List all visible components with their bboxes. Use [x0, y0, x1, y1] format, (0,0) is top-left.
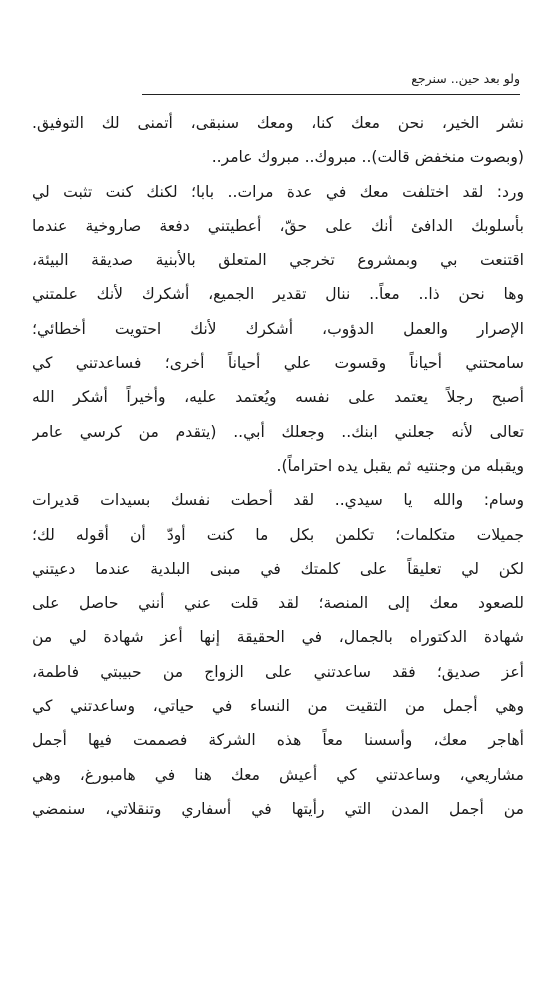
text-line: مشاريعي، وساعدتني كي أعيش معك هنا في هامبورغ، وهي	[32, 765, 524, 784]
text-line: من أجمل المدن التي رأيتها في أسفاري وتنقلاتي، سنمضي	[32, 799, 524, 818]
text-line: شهادة الدكتوراه بالجمال، في الحقيقة إنها أعز شهادة لي من	[32, 628, 524, 647]
text-line: سامحتني أحياناً وقسوت علي أحياناً أخرى؛ فساعدتني كي	[32, 354, 524, 373]
text-line: جميلات متكلمات؛ تكلمن بكل ما كنت أودّ أن أقوله لك؛	[32, 525, 524, 544]
text-line: لكن لي تعليقاً على كلمتك في مبنى البلدية عندما دعيتني	[32, 559, 524, 578]
text-line: اقتنعت بي وبمشروع تخرجي المتعلق بالأبنية صديقة البيئة،	[32, 251, 524, 270]
text-line: للصعود معك إلى المنصة؛ لقد قلت عني أنني حاصل على	[32, 594, 524, 613]
text-line: نشر الخير، نحن معك كنا، ومعك سنبقى، أتمنى لك التوفيق.	[32, 114, 524, 132]
text-line: وهي أجمل من التقيت من النساء في حياتي، وساعدتني كي	[32, 697, 524, 716]
text-line: ورد: لقد اختلفت معك في عدة مرات.. بابا؛ لكنك كنت تثبت لي	[32, 182, 524, 201]
text-line: تعالى لأنه جعلني ابنك.. وجعلك أبي.. (يتقدم من كرسي عامر	[32, 422, 524, 441]
text-line: بأسلوبك الدافئ أنك على حقّ، أعطيتني دفعة صاروخية عندما	[32, 216, 524, 235]
header-rule	[142, 94, 520, 95]
text-line: أهاجر معك، وأسسنا معاً هذه الشركة فصممت فيها أجمل	[32, 731, 524, 750]
text-line: ويقبله من وجنتيه ثم يقبل يده احتراماً).	[276, 456, 524, 475]
text-line: وسام: والله يا سيدي.. لقد أحطت نفسك بسيدات قديرات	[32, 491, 524, 510]
text-line: الإصرار والعمل الدؤوب، أشكرك لأنك احتويت أخطائي؛	[32, 319, 524, 338]
text-line: (وبصوت منخفض قالت).. مبروك.. مبروك عامر..	[211, 148, 524, 167]
text-line: أصبح رجلاً يعتمد على نفسه ويُعتمد عليه، وأخيراً أشكر الله	[32, 388, 524, 407]
text-line: أعز صديق؛ فقد ساعدتني على الزواج من حبيبتي فاطمة،	[32, 662, 524, 681]
text-line: وها نحن ذا.. معاً.. ننال تقدير الجميع، أشكرك لأنك علمتني	[32, 285, 524, 304]
body-text	[32, 106, 524, 968]
running-header: ولو بعد حين.. سنرجع	[411, 71, 520, 86]
